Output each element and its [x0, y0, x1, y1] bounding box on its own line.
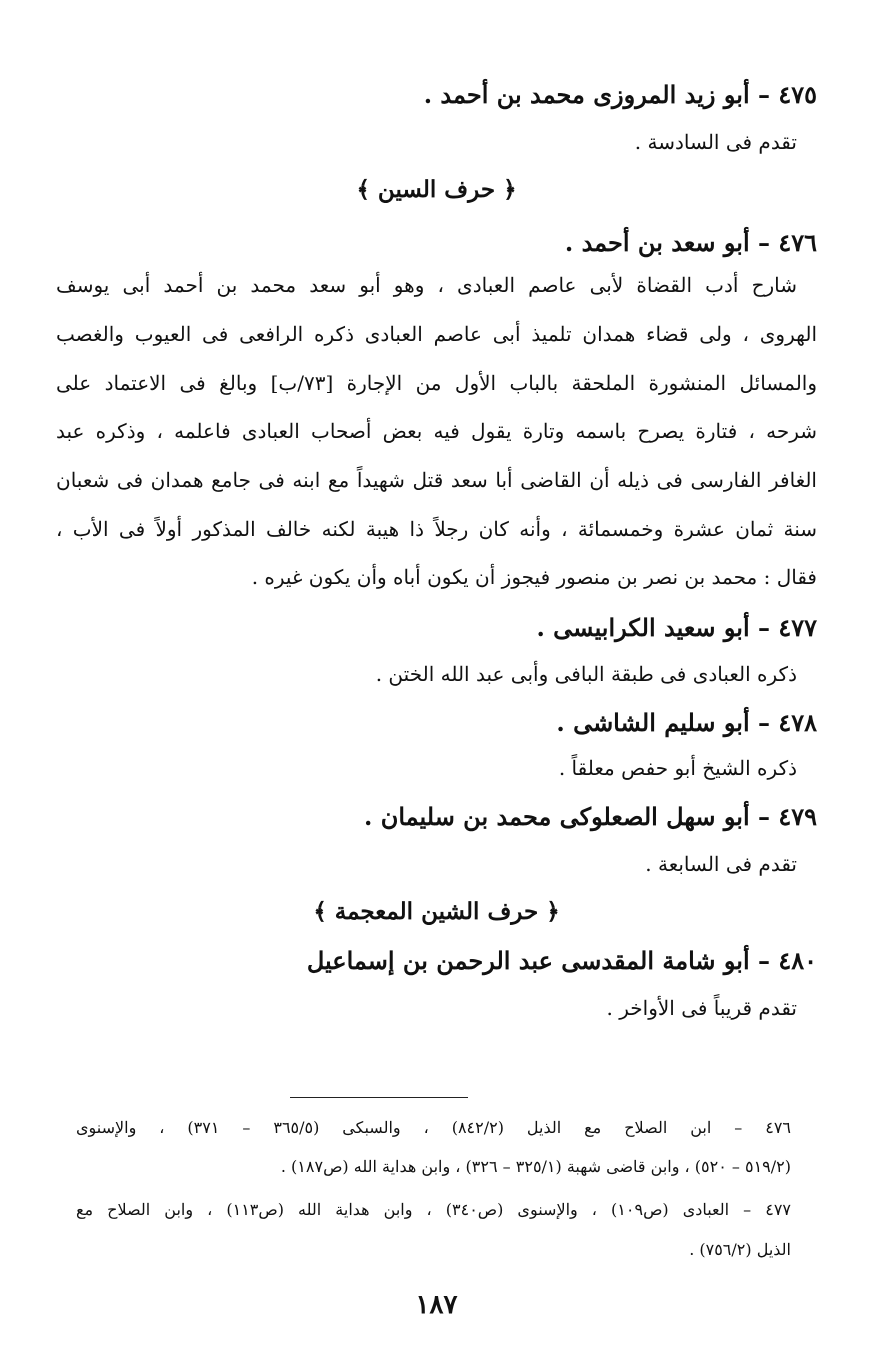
entry-476-line-4: شرحه ، فتارة يصرح باسمه وتارة يقول فيه بعض أصحاب العبادى فاعلمه ، وذكره عبد — [56, 419, 817, 443]
entry-476-heading: ٤٧٦ – أبو سعد بن أحمد . — [564, 228, 817, 257]
entry-475-text: تقدم فى السادسة . — [634, 130, 797, 154]
entry-477-heading: ٤٧٧ – أبو سعيد الكرابيسى . — [536, 613, 817, 642]
section-heading-shin: ﴿ حرف الشين المعجمة ﴾ — [313, 898, 560, 925]
entry-477-text: ذكره العبادى فى طبقة البافى وأبى عبد الله الختن . — [375, 662, 797, 686]
footnote-476-line-2: (٥١٩/٢ – ٥٢٠) ، وابن قاضى شهبة (٣٢٥/١ – ٣٢٦) ، وابن هداية الله (ص١٨٧) . — [280, 1157, 791, 1176]
entry-478-heading: ٤٧٨ – أبو سليم الشاشى . — [556, 708, 817, 737]
entry-476-line-2: الهروى ، ولى قضاء همدان تلميذ أبى عاصم العبادى ذكره الرافعى فى العيوب والغصب — [56, 322, 817, 346]
page-number: ١٨٧ — [415, 1290, 458, 1320]
footnote-477-line-1: ٤٧٧ – العبادى (ص١٠٩) ، والإسنوى (ص٣٤٠) ، وابن هداية الله (ص١١٣) ، وابن الصلاح مع — [76, 1200, 791, 1219]
entry-476-line-1: شارح أدب القضاة لأبى عاصم العبادى ، وهو أبو سعد محمد بن أحمد أبى يوسف — [56, 273, 797, 297]
footnote-477-line-2: الذيل (٧٥٦/٢) . — [689, 1240, 791, 1259]
entry-476-line-6: سنة ثمان عشرة وخمسمائة ، وأنه كان رجلاً ذا هيبة لكنه خالف المذكور أولاً فى الأب ، — [56, 517, 817, 541]
entry-476-line-5: الغافر الفارسى فى ذيله أن القاضى أبا سعد قتل شهيداً مع ابنه فى جامع همدان فى شعبان — [56, 468, 817, 492]
entry-479-text: تقدم فى السابعة . — [645, 852, 797, 876]
section-heading-sin: ﴿ حرف السين ﴾ — [356, 176, 517, 203]
entry-480-text: تقدم قريباً فى الأواخر . — [606, 996, 797, 1020]
entry-475-heading: ٤٧٥ – أبو زيد المروزى محمد بن أحمد . — [423, 80, 817, 109]
entry-480-heading: ٤٨٠ – أبو شامة المقدسى عبد الرحمن بن إسماعيل — [306, 946, 817, 975]
footnote-divider — [290, 1097, 468, 1098]
entry-476-line-7: فقال : محمد بن نصر بن منصور فيجوز أن يكون أباه وأن يكون غيره . — [251, 565, 817, 589]
entry-478-text: ذكره الشيخ أبو حفص معلقاً . — [558, 756, 797, 780]
entry-479-heading: ٤٧٩ – أبو سهل الصعلوكى محمد بن سليمان . — [364, 802, 817, 831]
footnote-476-line-1: ٤٧٦ – ابن الصلاح مع الذيل (٨٤٢/٢) ، والسبكى (٣٦٥/٥ – ٣٧١) ، والإسنوى — [76, 1118, 792, 1137]
entry-476-line-3: والمسائل المنشورة الملحقة بالباب الأول من الإجارة [٧٣/ب] وبالغ فى الاعتماد على — [56, 371, 818, 395]
